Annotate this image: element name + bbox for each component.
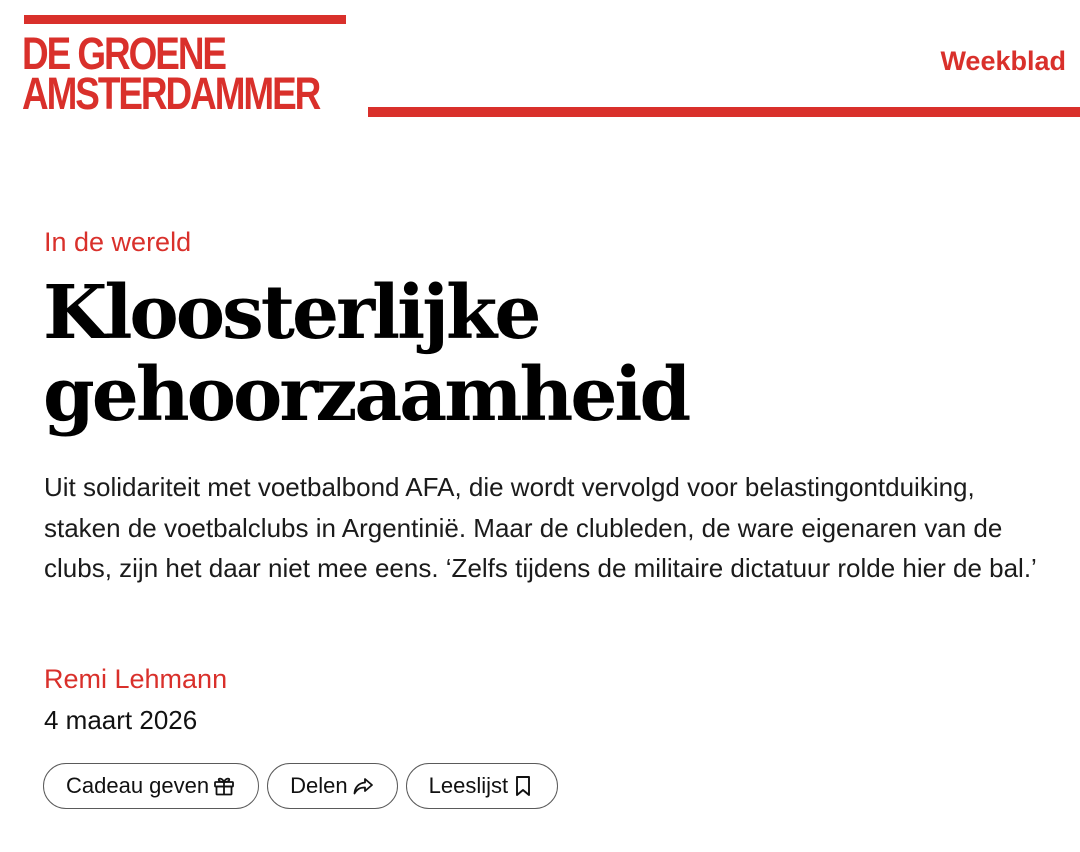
article-category[interactable]: In de wereld [44, 227, 192, 257]
share-button[interactable] [267, 763, 397, 809]
logo-top-rule [24, 15, 346, 24]
logo-line-1: DE GROENE [22, 28, 225, 79]
article-actions [43, 763, 558, 809]
article-title: Kloosterlijke gehoorzaamheid [43, 270, 689, 438]
readlist-button-label: Leeslijst [428, 773, 509, 798]
share-arrow-icon [351, 774, 375, 798]
gift-button-label: Cadeau geven [66, 773, 210, 798]
article-date: 4 maart 2026 [44, 705, 198, 735]
header-rule [368, 107, 1080, 117]
readlist-button[interactable] [406, 763, 558, 809]
site-logo[interactable] [22, 28, 320, 119]
share-button-label: Delen [290, 773, 348, 798]
gift-icon [212, 774, 236, 798]
article-lead: Uit solidariteit met voetbalbond AFA, die wordt vervolgd voor belastingontduiking, staken de voetbalclubs in Argentinië. Maar de clubleden, de ware eigenaren van de clubs, zijn het daar niet mee eens. ‘Zelfs tijdens de militaire dictatuur rolde hier de bal.’ [44, 472, 1037, 583]
article-author[interactable]: Remi Lehmann [44, 664, 228, 694]
logo-line-2: AMSTERDAMMER [22, 68, 320, 119]
gift-button[interactable] [43, 763, 259, 809]
bookmark-icon [511, 774, 535, 798]
weekblad-link[interactable]: Weekblad [940, 46, 1066, 76]
